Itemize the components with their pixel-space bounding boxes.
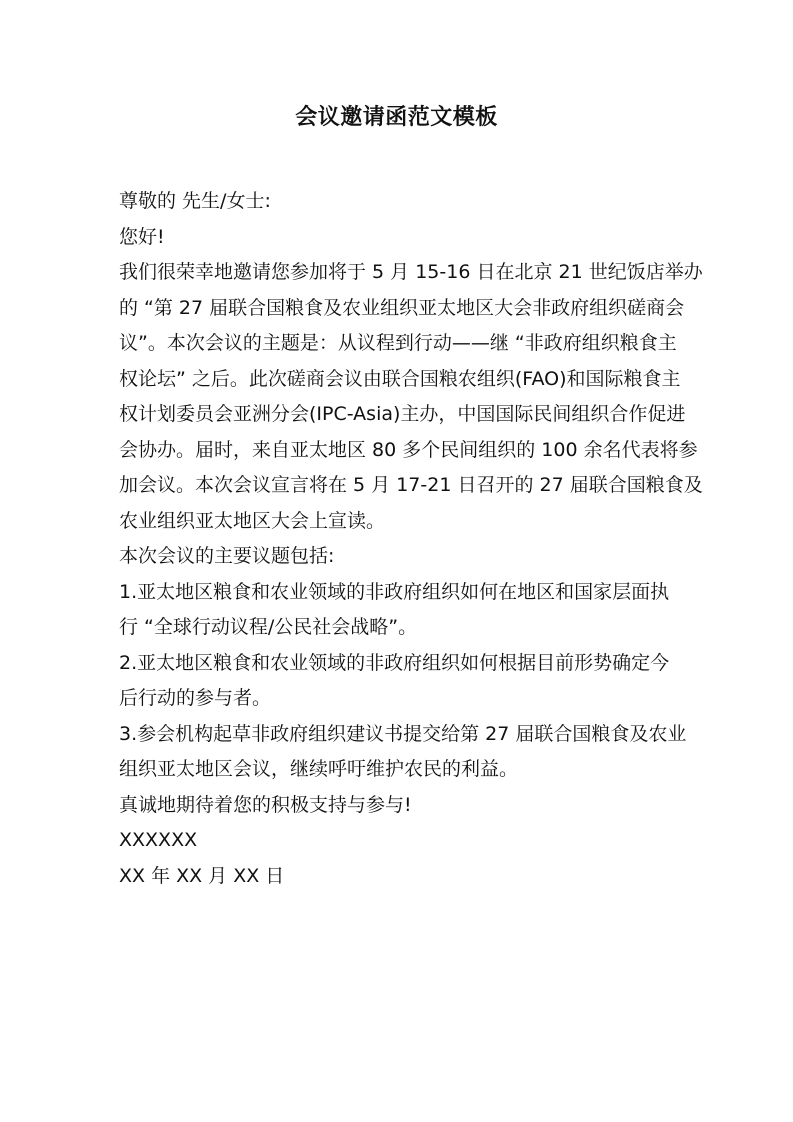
topics-heading-line: 本次会议的主要议题包括: xyxy=(119,545,335,567)
body-line: 我们很荣幸地邀请您参加将于 5 月 15-16 日在北京 21 世纪饭店举办 xyxy=(119,261,703,283)
topic-item-1-line: 1.亚太地区粮食和农业领域的非政府组织如何在地区和国家层面执 xyxy=(119,580,670,603)
body-line: 的 “第 27 届联合国粮食及农业组织亚太地区大会非政府组织磋商会 xyxy=(119,296,685,319)
greeting-line: 您好! xyxy=(119,225,165,248)
body-line: 权计划委员会亚洲分会(IPC-Asia)主办，中国国际民间组织合作促进 xyxy=(119,403,686,425)
body-line: 会协办。届时，来自亚太地区 80 多个民间组织的 100 余名代表将参 xyxy=(119,438,698,461)
body-line: 权论坛” 之后。此次磋商会议由联合国粮农组织(FAO)和国际粮食主 xyxy=(119,367,681,390)
closing-line: 真诚地期待着您的积极支持与参与! xyxy=(119,793,412,816)
document-title: 会议邀请函范文模板 xyxy=(295,105,498,130)
body-line: 议”。本次会议的主题是：从议程到行动——继 “非政府组织粮食主 xyxy=(119,332,677,354)
body-line: 加会议。本次会议宣言将在 5 月 17-21 日召开的 27 届联合国粮食及 xyxy=(119,474,703,496)
signature-line: XXXXXX xyxy=(119,829,198,851)
document-body xyxy=(119,184,703,894)
topic-item-3-line: 组织亚太地区会议，继续呼吁维护农民的利益。 xyxy=(119,758,519,780)
date-line: XX 年 XX 月 XX 日 xyxy=(119,864,285,887)
body-line: 农业组织亚太地区大会上宣读。 xyxy=(119,509,386,532)
topic-item-3-line: 3.参会机构起草非政府组织建议书提交给第 27 届联合国粮食及农业 xyxy=(119,722,687,745)
salutation-line: 尊敬的 先生/女士: xyxy=(119,190,271,212)
topic-item-2-line: 2.亚太地区粮食和农业领域的非政府组织如何根据目前形势确定今 xyxy=(119,651,670,674)
topic-item-2-line: 后行动的参与者。 xyxy=(119,687,272,709)
topic-item-1-line: 行 “全球行动议程/公民社会战略”。 xyxy=(119,616,418,638)
